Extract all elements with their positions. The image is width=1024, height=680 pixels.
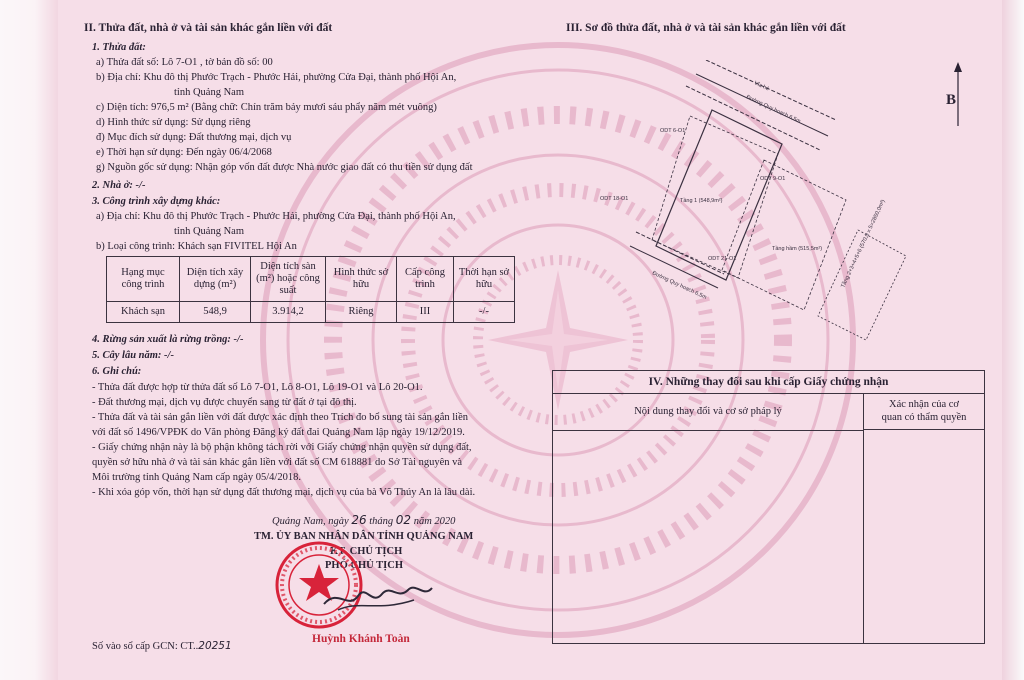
land-parcel-number: a) Thửa đất số: Lô 7-O1 , tờ bản đồ số: 00	[96, 57, 273, 68]
th-ownership: Hình thức sở hữu	[326, 257, 397, 302]
cell-build-area: 548,9	[180, 302, 251, 323]
section-2-title: II. Thửa đất, nhà ở và tài sản khác gắn liền với đất	[84, 22, 333, 34]
construction-address: a) Địa chỉ: Khu đô thị Phước Trạch - Phước Hải, phường Cửa Đại, thành phố Hội An,	[96, 211, 456, 222]
note-line: với đất số 1496/VPĐK do Văn phòng Đăng ký đất đai Quảng Nam lập ngày 19/12/2019.	[92, 427, 465, 438]
land-heading: 1. Thửa đất:	[92, 42, 146, 53]
date-year: năm 2020	[413, 516, 456, 527]
cell-grade: III	[397, 302, 454, 323]
asset-table-header	[107, 257, 515, 302]
changes-col-confirmation	[864, 394, 984, 430]
table-row	[107, 302, 515, 323]
cell-item: Khách sạn	[107, 302, 180, 323]
map-label-lot-21: ODT 21-O1	[708, 256, 737, 262]
th-item: Hạng mục công trình	[107, 257, 180, 302]
confirmation-line-2: quan có thẩm quyền	[881, 412, 967, 423]
land-area: c) Diện tích: 976,5 m² (Bằng chữ: Chín trăm bảy mươi sáu phẩy năm mét vuông)	[96, 102, 437, 113]
registry-value: 20251	[198, 640, 232, 652]
land-address-province: tỉnh Quảng Nam	[174, 87, 244, 98]
map-label-lot-9: ODT 9-O1	[760, 176, 786, 182]
cell-ownership: Riêng	[326, 302, 397, 323]
registry-label: Số vào sổ cấp GCN: CT..	[92, 641, 199, 652]
note-line: - Đất thương mại, dịch vụ được chuyển sang từ đất ở tại đô thị.	[92, 397, 357, 408]
note-line: quyền sở hữu nhà ở và tài sản khác gắn liền với đất số CM 618881 do Sở Tài nguyên và	[92, 457, 463, 468]
map-label-floor1: Tầng 1 (548,9m²)	[680, 198, 723, 204]
notes-heading: 6. Ghi chú:	[92, 366, 142, 377]
note-line: - Khi xóa góp vốn, thời hạn sử dụng đất thương mại, dịch vụ của bà Võ Thúy An là lâu dài.	[92, 487, 476, 498]
section-3-title: III. Sơ đồ thửa đất, nhà ở và tài sản khác gắn liền với đất	[566, 22, 846, 34]
land-address: b) Địa chỉ: Khu đô thị Phước Trạch - Phước Hải, phường Cửa Đại, thành phố Hội An,	[96, 72, 457, 83]
map-label-lot-18: ODT 18-O1	[600, 196, 629, 202]
note-line: - Thửa đất và tài sản gắn liền với đất được xác định theo Trích đo bổ sung tài sản gắn liền	[92, 412, 469, 423]
confirmation-line-1: Xác nhận của cơ	[889, 399, 959, 410]
note-line: Môi trường tỉnh Quảng Nam cấp ngày 05/4/2018.	[92, 472, 301, 483]
page-edge-left	[0, 0, 58, 680]
north-label: B	[946, 92, 957, 108]
date-month-label: tháng	[369, 516, 394, 527]
issue-date	[272, 514, 455, 528]
land-use-form: d) Hình thức sử dụng: Sử dụng riêng	[96, 117, 251, 128]
map-label-sidewalk: Vỉa hè	[753, 80, 770, 93]
signer-name: Huỳnh Khánh Toàn	[312, 633, 410, 645]
site-plan-map	[596, 60, 926, 360]
map-label-lot-6: ODT 6-O1	[660, 128, 686, 134]
note-line: - Thửa đất được hợp từ thửa đất số Lô 7-O1, Lô 8-O1, Lô 19-O1 và Lô 20-O1.	[92, 382, 423, 393]
date-prefix: Quảng Nam, ngày	[272, 516, 349, 527]
signer-role-1: KT. CHỦ TỊCH	[330, 546, 403, 557]
changes-divider	[863, 430, 864, 643]
section-4-title: IV. Những thay đổi sau khi cấp Giấy chứng nhận	[553, 371, 984, 394]
th-grade: Cấp công trình	[397, 257, 454, 302]
issuing-authority: TM. ỦY BAN NHÂN DÂN TỈNH QUẢNG NAM	[254, 531, 474, 542]
cell-term: -/-	[454, 302, 515, 323]
land-use-purpose: đ) Mục đích sử dụng: Đất thương mại, dịch vụ	[96, 132, 292, 143]
land-use-term: e) Thời hạn sử dụng: Đến ngày 06/4/2068	[96, 147, 272, 158]
north-arrow-icon	[938, 60, 978, 130]
handwritten-signature	[318, 570, 438, 620]
date-day: 26	[351, 513, 367, 527]
date-month: 02	[395, 513, 412, 527]
changes-table	[552, 370, 985, 644]
th-term: Thời hạn sở hữu	[454, 257, 515, 302]
house-heading: 2. Nhà ở: -/-	[92, 180, 146, 191]
land-origin: g) Nguồn gốc sử dụng: Nhận góp vốn đất được Nhà nước giao đất có thu tiền sử dụng đất	[96, 162, 473, 173]
map-label-floors: Tầng 2+3+4+5+6 (570,0 x 5=2850,0m²)	[840, 198, 887, 289]
construction-address-province: tỉnh Quảng Nam	[174, 226, 244, 237]
construction-heading: 3. Công trình xây dựng khác:	[92, 196, 221, 207]
forest-heading: 4. Rừng sản xuất là rừng trồng: -/-	[92, 334, 244, 345]
signer-role-2: PHÓ CHỦ TỊCH	[325, 560, 403, 571]
th-build-area: Diện tích xây dựng (m²)	[180, 257, 251, 302]
cell-floor-area: 3.914,2	[251, 302, 326, 323]
page-edge-right	[1002, 0, 1024, 680]
map-label-street-bottom: Đường Quy hoạch 6,5m	[651, 270, 708, 301]
asset-table	[106, 256, 515, 323]
map-label-basement: Tầng hầm (515,5m²)	[772, 246, 823, 252]
changes-col-content: Nội dung thay đổi và cơ sở pháp lý	[553, 394, 864, 431]
note-line: - Giấy chứng nhận này là bộ phận không tách rời với Giấy chứng nhận quyền sử dụng đất,	[92, 442, 472, 453]
th-floor-area: Diện tích sàn (m²) hoặc công suất	[251, 257, 326, 302]
construction-type: b) Loại công trình: Khách sạn FIVITEL Hội An	[96, 241, 297, 252]
perennial-heading: 5. Cây lâu năm: -/-	[92, 350, 174, 361]
registry-number	[92, 640, 232, 653]
map-label-street-top: Đường Quy hoạch 6,5m	[745, 94, 802, 125]
